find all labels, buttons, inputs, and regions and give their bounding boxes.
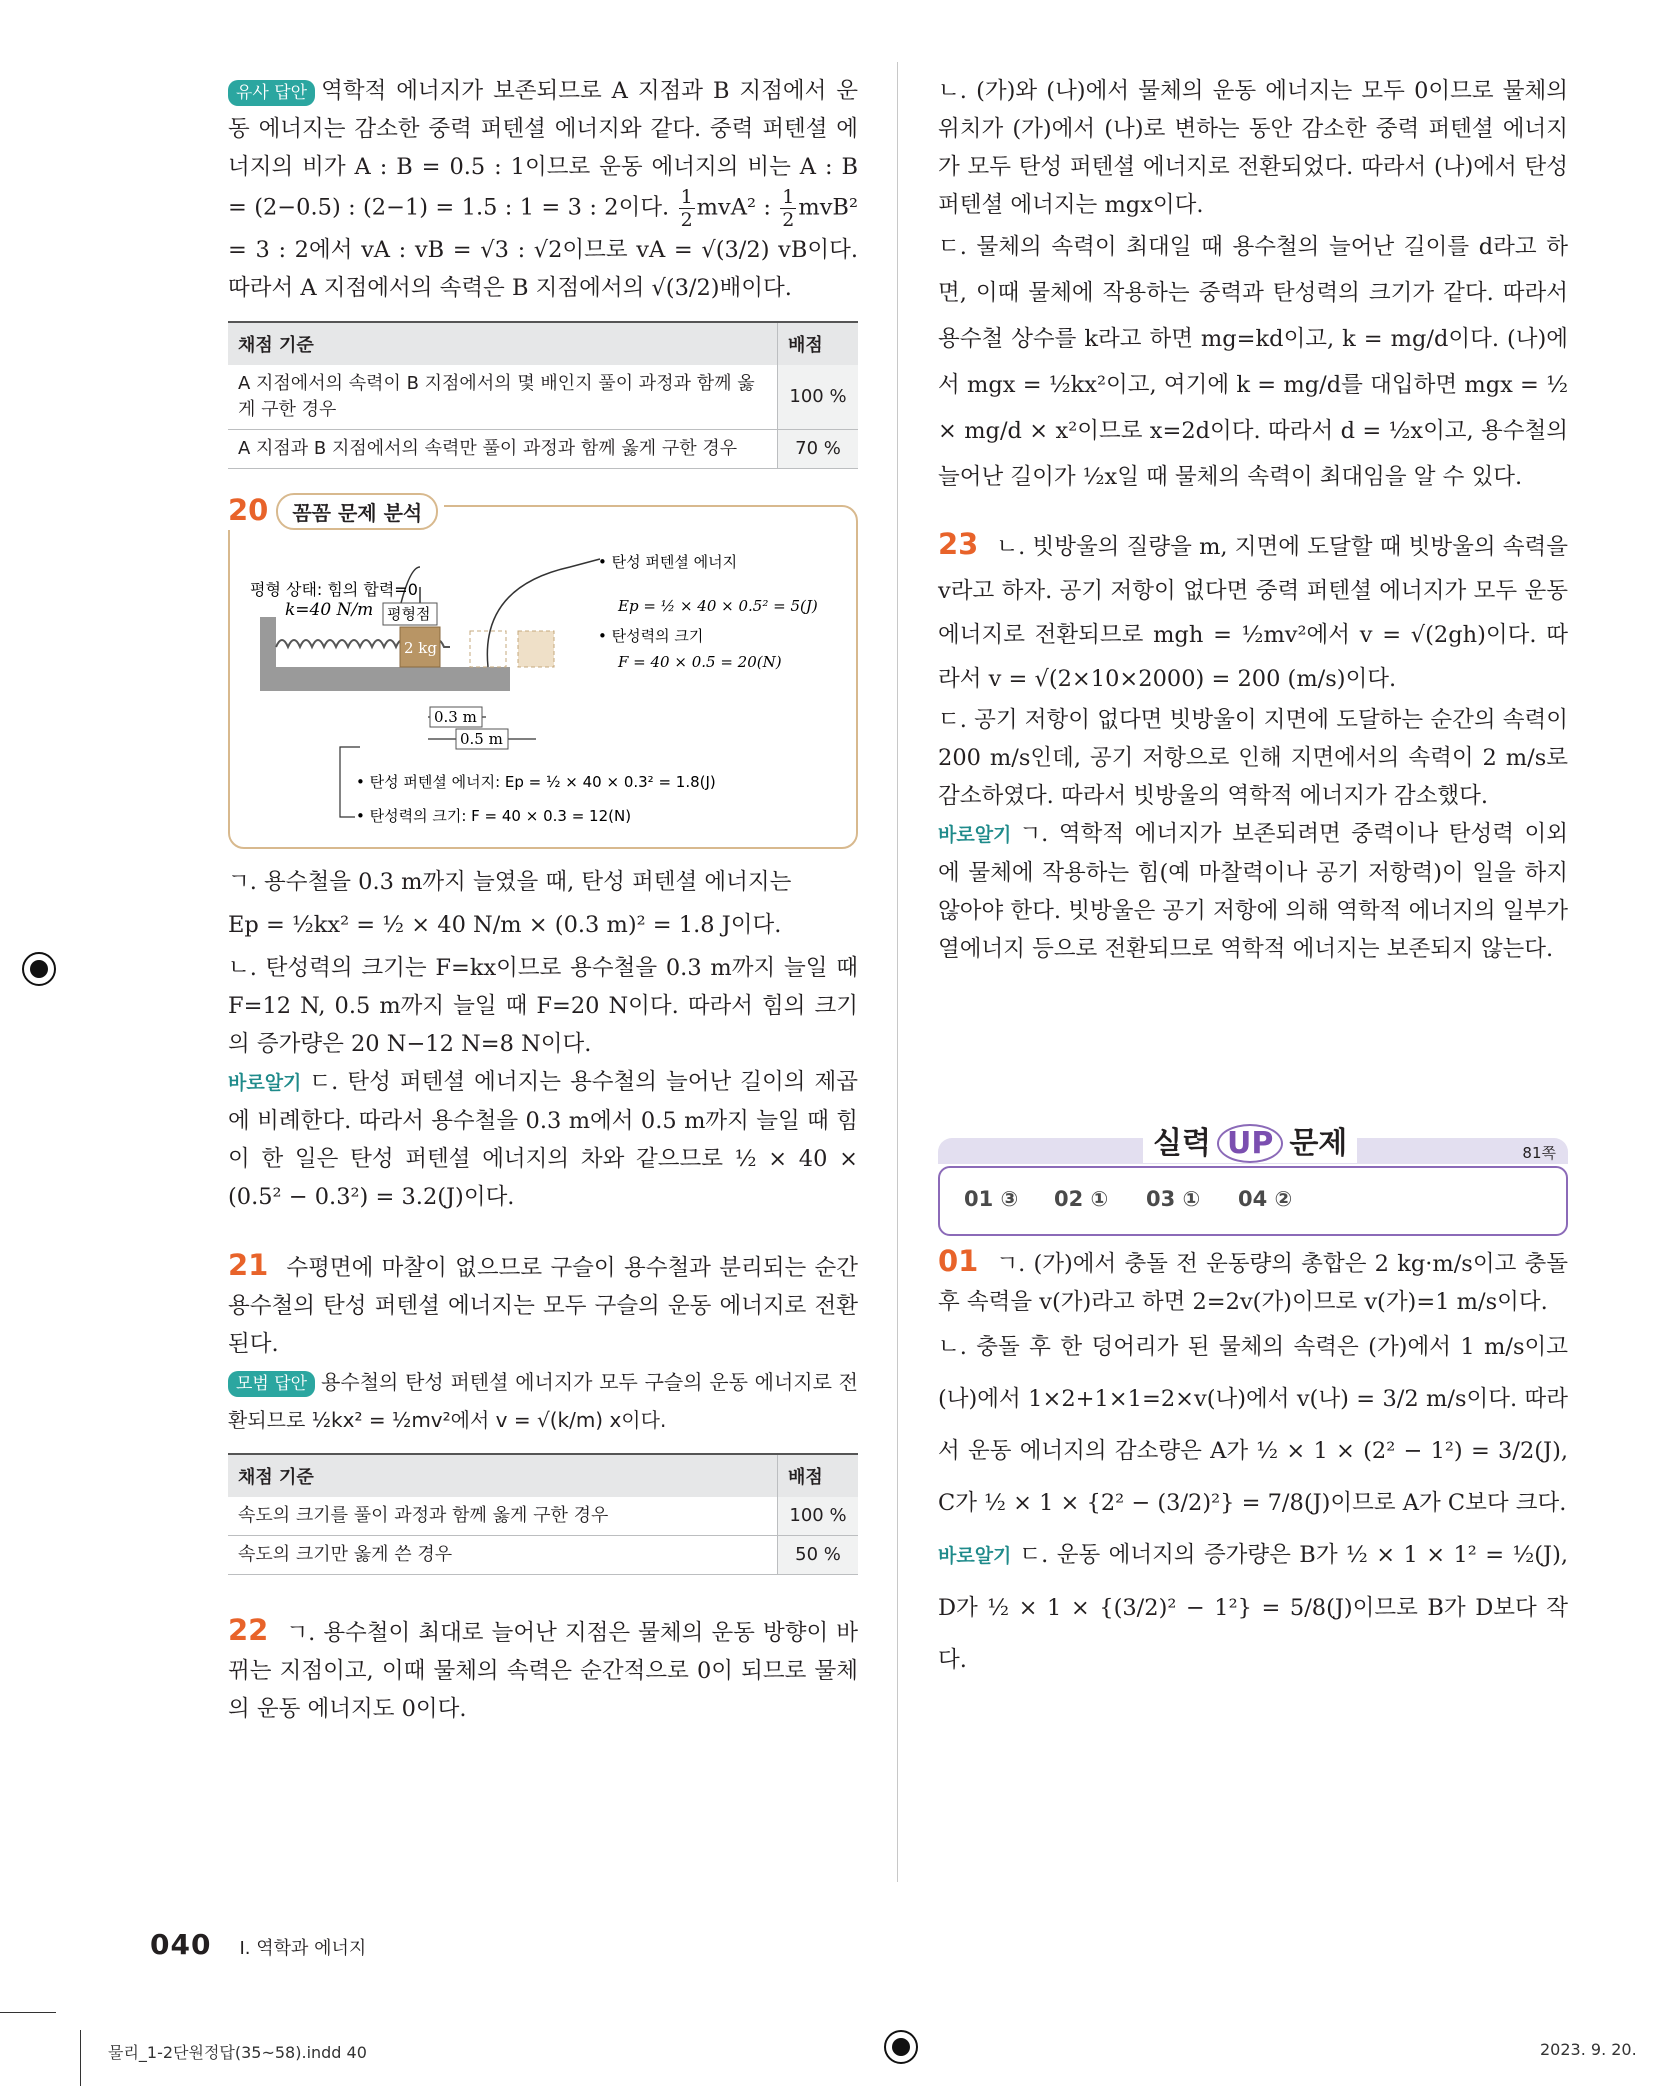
table-header-points: 배점 — [778, 1454, 859, 1497]
q22-answer-c: ㄷ. 물체의 속력이 최대일 때 용수철의 늘어난 길이를 d라고 하면, 이때 물체에 작용하는 중력과 탄성력의 크기가 같다. 따라서 용수철 상수를 k라고 하면 mg=kd이고, k = mg/d이다. (나)에서 mgx = ½kx²이고, 여기에 k = mg/d를 대입하면 mgx = ½ × mg/d × x²이므로 x=2d이다. 따라서 d = ½x이고, 용수철의 늘어난 길이가 ½x일 때 물체의 속력이 최대임을 알 수 있다. — [938, 234, 1568, 490]
question-number: 21 — [228, 1248, 269, 1282]
answer-key-item: 02 ① — [1054, 1187, 1109, 1211]
fraction-half: $\frac{1}{2}$ — [782, 186, 795, 231]
table-header-points: 배점 — [778, 322, 859, 365]
table-row: A 지점에서의 속력이 B 지점에서의 몇 배인지 풀이 과정과 함께 옳게 구한 경우 100 % — [228, 365, 858, 430]
registration-mark-icon — [22, 952, 56, 986]
answer-key-item: 04 ② — [1238, 1187, 1293, 1211]
fraction-half: $\frac{1}{2}$ — [680, 186, 693, 231]
scoring-table-1 — [228, 321, 858, 469]
equilibrium-point-label: 평형점 — [387, 605, 431, 623]
left-column — [228, 72, 858, 1728]
crop-mark — [80, 2030, 81, 2086]
skill-up-page: 81쪽 — [1522, 1144, 1556, 1162]
answer-key-item: 01 ③ — [964, 1187, 1019, 1211]
dist-1-label: 0.3 m — [434, 708, 477, 726]
baro-label: 바로알기 — [938, 1545, 1012, 1567]
model-answer-tag: 모범 답안 — [228, 1371, 315, 1397]
registration-mark-icon — [884, 2030, 918, 2064]
block-ghost — [518, 631, 554, 667]
q22-text: 22 ㄱ. 용수철이 최대로 늘어난 지점은 물체의 운동 방향이 바뀌는 지점이고, 이때 물체의 속력은 순간적으로 0이 되므로 물체의 운동 에너지도 0이다. — [228, 1613, 858, 1722]
table-row: 속도의 크기만 옳게 쓴 경우 50 % — [228, 1536, 858, 1575]
ep-top-eq: Ep = ½ × 40 × 0.5² = 5(J) — [618, 597, 818, 615]
floor — [260, 667, 510, 691]
question-number: 23 — [938, 527, 979, 561]
problem-analysis-box — [228, 493, 858, 849]
u01-answer-c: 바로알기 ㄷ. 운동 에너지의 증가량은 B가 ½ × 1 × 1² = ½(J), D가 ½ × 1 × {(3/2)² − 1²} = 5/8(J)이므로 B가 D보다 작다. — [938, 1542, 1568, 1673]
baro-label: 바로알기 — [228, 1072, 302, 1094]
q23-answer-c: ㄷ. 공기 저항이 없다면 빗방울이 지면에 도달하는 순간의 속력이 200 m/s인데, 공기 저항으로 인해 지면에서의 속력이 2 m/s로 감소하였다. 따라서 빗방울의 역학적 에너지가 감소했다. — [938, 707, 1568, 809]
wall — [260, 617, 276, 691]
ep-bottom: • 탄성 퍼텐셜 에너지: Ep = ½ × 40 × 0.3² = 1.8(J) — [356, 773, 716, 791]
page-footer — [150, 1928, 366, 1961]
dist-2-label: 0.5 m — [460, 730, 503, 748]
answer-key-box — [938, 1166, 1568, 1236]
up-badge-icon: UP — [1217, 1124, 1283, 1163]
q21-model-answer: 모범 답안 용수철의 탄성 퍼텐셜 에너지가 모두 구슬의 운동 에너지로 전환되므로 ½kx² = ½mv²에서 v = √(k/m) x이다. — [228, 1370, 858, 1432]
mass-label: 2 kg — [404, 639, 438, 657]
f-top-title: • 탄성력의 크기 — [598, 627, 704, 645]
q23-answer-b: 23 ㄴ. 빗방울의 질량을 m, 지면에 도달할 때 빗방울의 속력을 v라고 하자. 공기 저항이 없다면 중력 퍼텐셜 에너지가 모두 운동 에너지로 전환되므로 mgh = ½mv²에서 v = √(2gh)이다. 따라서 v = √(2×10×2000) = 200 (m/s)이다. — [938, 527, 1568, 692]
crop-mark — [0, 2012, 56, 2013]
skill-up-title: 실력 UP 문제 — [1143, 1118, 1357, 1163]
question-number: 01 — [938, 1244, 979, 1278]
question-number: 22 — [228, 1613, 269, 1647]
q22-answer-b: ㄴ. (가)와 (나)에서 물체의 운동 에너지는 모두 0이므로 물체의 위치가 (가)에서 (나)로 변하는 동안 감소한 중력 퍼텐셜 에너지가 모두 탄성 퍼텐셜 에너지로 전환되었다. 따라서 (나)에서 탄성 퍼텐셜 에너지는 mgx이다. — [938, 78, 1568, 218]
f-top-eq: F = 40 × 0.5 = 20(N) — [618, 653, 782, 671]
table-header-criteria: 채점 기준 — [228, 322, 778, 365]
table-header-criteria: 채점 기준 — [228, 1454, 778, 1497]
f-bottom: • 탄성력의 크기: F = 40 × 0.3 = 12(N) — [356, 807, 632, 825]
scoring-table-2 — [228, 1453, 858, 1575]
right-column — [938, 72, 1568, 1686]
ep-top-title: • 탄성 퍼텐셜 에너지 — [598, 553, 738, 571]
q20-answer-b: ㄴ. 탄성력의 크기는 F=kx이므로 용수철을 0.3 m까지 늘일 때 F=12 N, 0.5 m까지 늘일 때 F=20 N이다. 따라서 힘의 크기의 증가량은 20 N−12 N=8 N이다. — [228, 955, 858, 1057]
u01-answer-a: 01 ㄱ. (가)에서 충돌 전 운동량의 총합은 2 kg·m/s이고 충돌 후 속력을 v(가)라고 하면 2=2v(가)이므로 v(가)=1 m/s이다. — [938, 1244, 1568, 1315]
q23-answer-a: 바로알기 ㄱ. 역학적 에너지가 보존되려면 중력이나 탄성력 이외에 물체에 작용하는 힘(예 마찰력이나 공기 저항력)이 일을 하지 않아야 한다. 빗방울은 공기 저항에 의해 역학적 에너지의 일부가 열에너지 등으로 전환되므로 역학적 에너지는 보존되지 않는다. — [938, 821, 1568, 962]
q20-answer-a: ㄱ. 용수철을 0.3 m까지 늘였을 때, 탄성 퍼텐셜 에너지는 — [228, 869, 792, 895]
baro-label: 바로알기 — [938, 824, 1012, 846]
print-date: 2023. 9. 20. — [1540, 2040, 1637, 2059]
similar-answer-tag: 유사 답안 — [228, 80, 315, 106]
answer-key-item: 03 ① — [1146, 1187, 1201, 1211]
q21-text: 21 수평면에 마찰이 없으므로 구슬이 용수철과 분리되는 순간 용수철의 탄성 퍼텐셜 에너지는 모두 구슬의 운동 에너지로 전환된다. — [228, 1248, 858, 1357]
spring-constant-label: k=40 N/m — [285, 600, 374, 620]
question-number: 20 — [228, 493, 269, 527]
table-row: 속도의 크기를 풀이 과정과 함께 옳게 구한 경우 100 % — [228, 1497, 858, 1536]
table-row: A 지점과 B 지점에서의 속력만 풀이 과정과 함께 옳게 구한 경우 70 % — [228, 430, 858, 469]
column-divider — [897, 62, 898, 1882]
file-slug: 물리_1-2단원정답(35~58).indd 40 — [108, 2043, 367, 2062]
page-number: 040 — [150, 1928, 212, 1961]
equilibrium-state-label: 평형 상태: 힘의 합력=0 — [250, 580, 418, 599]
q20-answer-a-eq: Ep = ½kx² = ½ × 40 N/m × (0.3 m)² = 1.8 J이다. — [228, 912, 782, 938]
similar-answer: 유사 답안 역학적 에너지가 보존되므로 A 지점과 B 지점에서 운동 에너지는 감소한 중력 퍼텐셜 에너지와 같다. 중력 퍼텐셜 에너지의 비가 A : B = 0.5 : 1이므로 운동 에너지의 비는 A : B = (2−0.5) : (2−1) = 1.5 : 1 = 3 : 2이다. $\frac{1}{2}$ mvA² : $\frac{1}{2}$ mvB² = 3 : 2에서 vA : vB = √3 : √2이므로 vA = √(3/2) vB이다. 따라서 A 지점에서의 속력은 B 지점에서의 √(3/2)배이다. — [228, 78, 858, 301]
analysis-label: 꼼꼼 문제 분석 — [276, 493, 438, 530]
spring-diagram — [230, 507, 856, 843]
section-title: I. 역학과 에너지 — [239, 1938, 367, 1959]
skill-up-header — [938, 1108, 1568, 1218]
q20-answer-c: 바로알기 ㄷ. 탄성 퍼텐셜 에너지는 용수철의 늘어난 길이의 제곱에 비례한다. 따라서 용수철을 0.3 m에서 0.5 m까지 늘일 때 힘이 한 일은 탄성 퍼텐셜 에너지의 차와 같으므로 ½ × 40 × (0.5² − 0.3²) = 3.2(J)이다. — [228, 1069, 858, 1210]
u01-answer-b: ㄴ. 충돌 후 한 덩어리가 된 물체의 속력은 (가)에서 1 m/s이고 (나)에서 1×2+1×1=2×v(나)에서 v(나) = 3/2 m/s이다. 따라서 운동 에너지의 감소량은 A가 ½ × 1 × (2² − 1²) = 3/2(J), C가 ½ × 1 × {2² − (3/2)²} = 7/8(J)이므로 A가 C보다 크다. — [938, 1334, 1568, 1516]
